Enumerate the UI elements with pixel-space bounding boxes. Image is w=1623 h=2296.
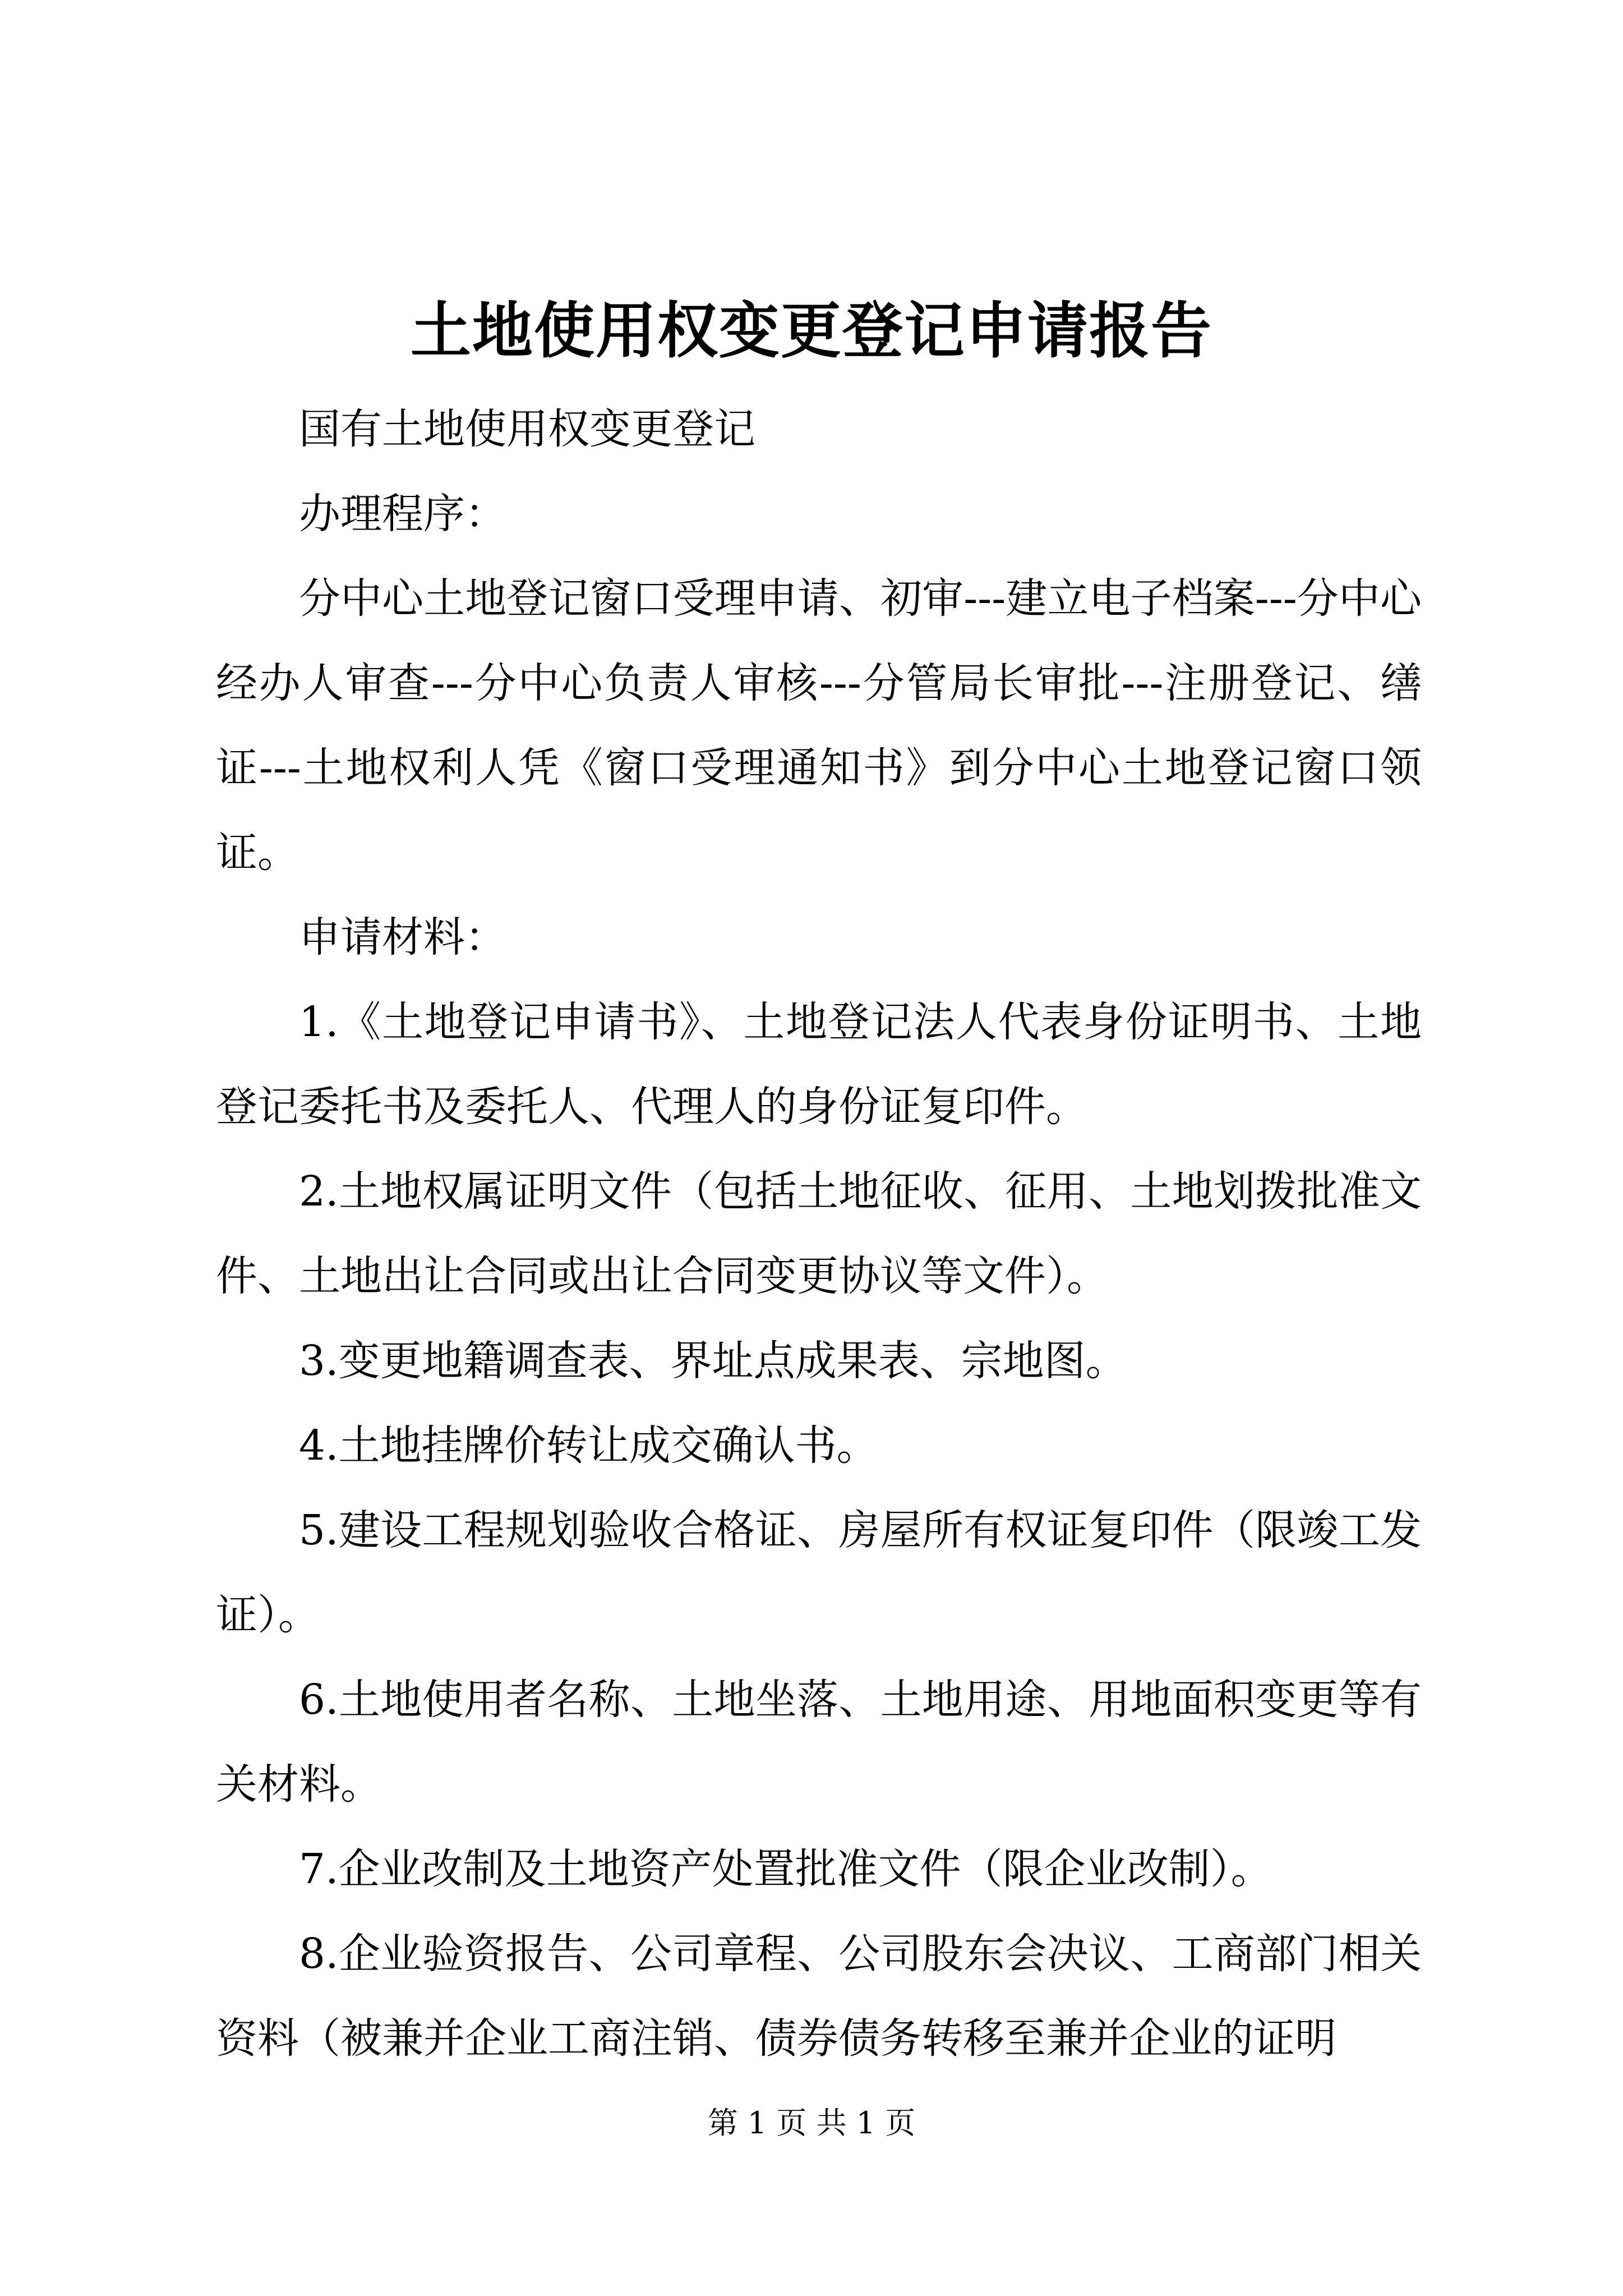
paragraph-procedure-steps: 分中心土地登记窗口受理申请、初审---建立电子档案---分中心经办人审查---分中心负责人审核---分管局长审批---注册登记、缮证---土地权利人凭《窗口受理通知书》到分中心土地登记窗口领证。 [216,574,1422,877]
document-title: 土地使用权变更登记申请报告 [410,296,1212,366]
paragraph-material-3: 3.变更地籍调查表、界址点成果表、宗地图。 [299,1337,1127,1385]
page-footer: 第 1 页 共 1 页 [707,2105,916,2141]
paragraph-material-5: 5.建设工程规划验收合格证、房屋所有权证复印件（限竣工发证）。 [216,1506,1422,1639]
paragraph-procedure-heading: 办理程序： [299,490,506,538]
paragraph-material-7: 7.企业改制及土地资产处置批准文件（限企业改制）。 [299,1845,1272,1893]
paragraph-material-1: 1.《土地登记申请书》、土地登记法人代表身份证明书、土地登记委托书及委托人、代理人的身份证复印件。 [216,998,1422,1131]
paragraph-material-2: 2.土地权属证明文件（包括土地征收、征用、土地划拨批准文件、土地出让合同或出让合同变更协议等文件）。 [216,1167,1422,1300]
document-body [216,387,1422,2081]
paragraph-registration-type: 国有土地使用权变更登记 [299,405,755,453]
paragraph-materials-heading: 申请材料： [299,913,506,961]
paragraph-material-4: 4.土地挂牌价转让成交确认书。 [299,1421,878,1470]
paragraph-material-6: 6.土地使用者名称、土地坐落、土地用途、用地面积变更等有关材料。 [216,1676,1422,1809]
paragraph-material-8: 8.企业验资报告、公司章程、公司股东会决议、工商部门相关资料（被兼并企业工商注销、债券债务转移至兼并企业的证明 [216,1930,1422,2063]
